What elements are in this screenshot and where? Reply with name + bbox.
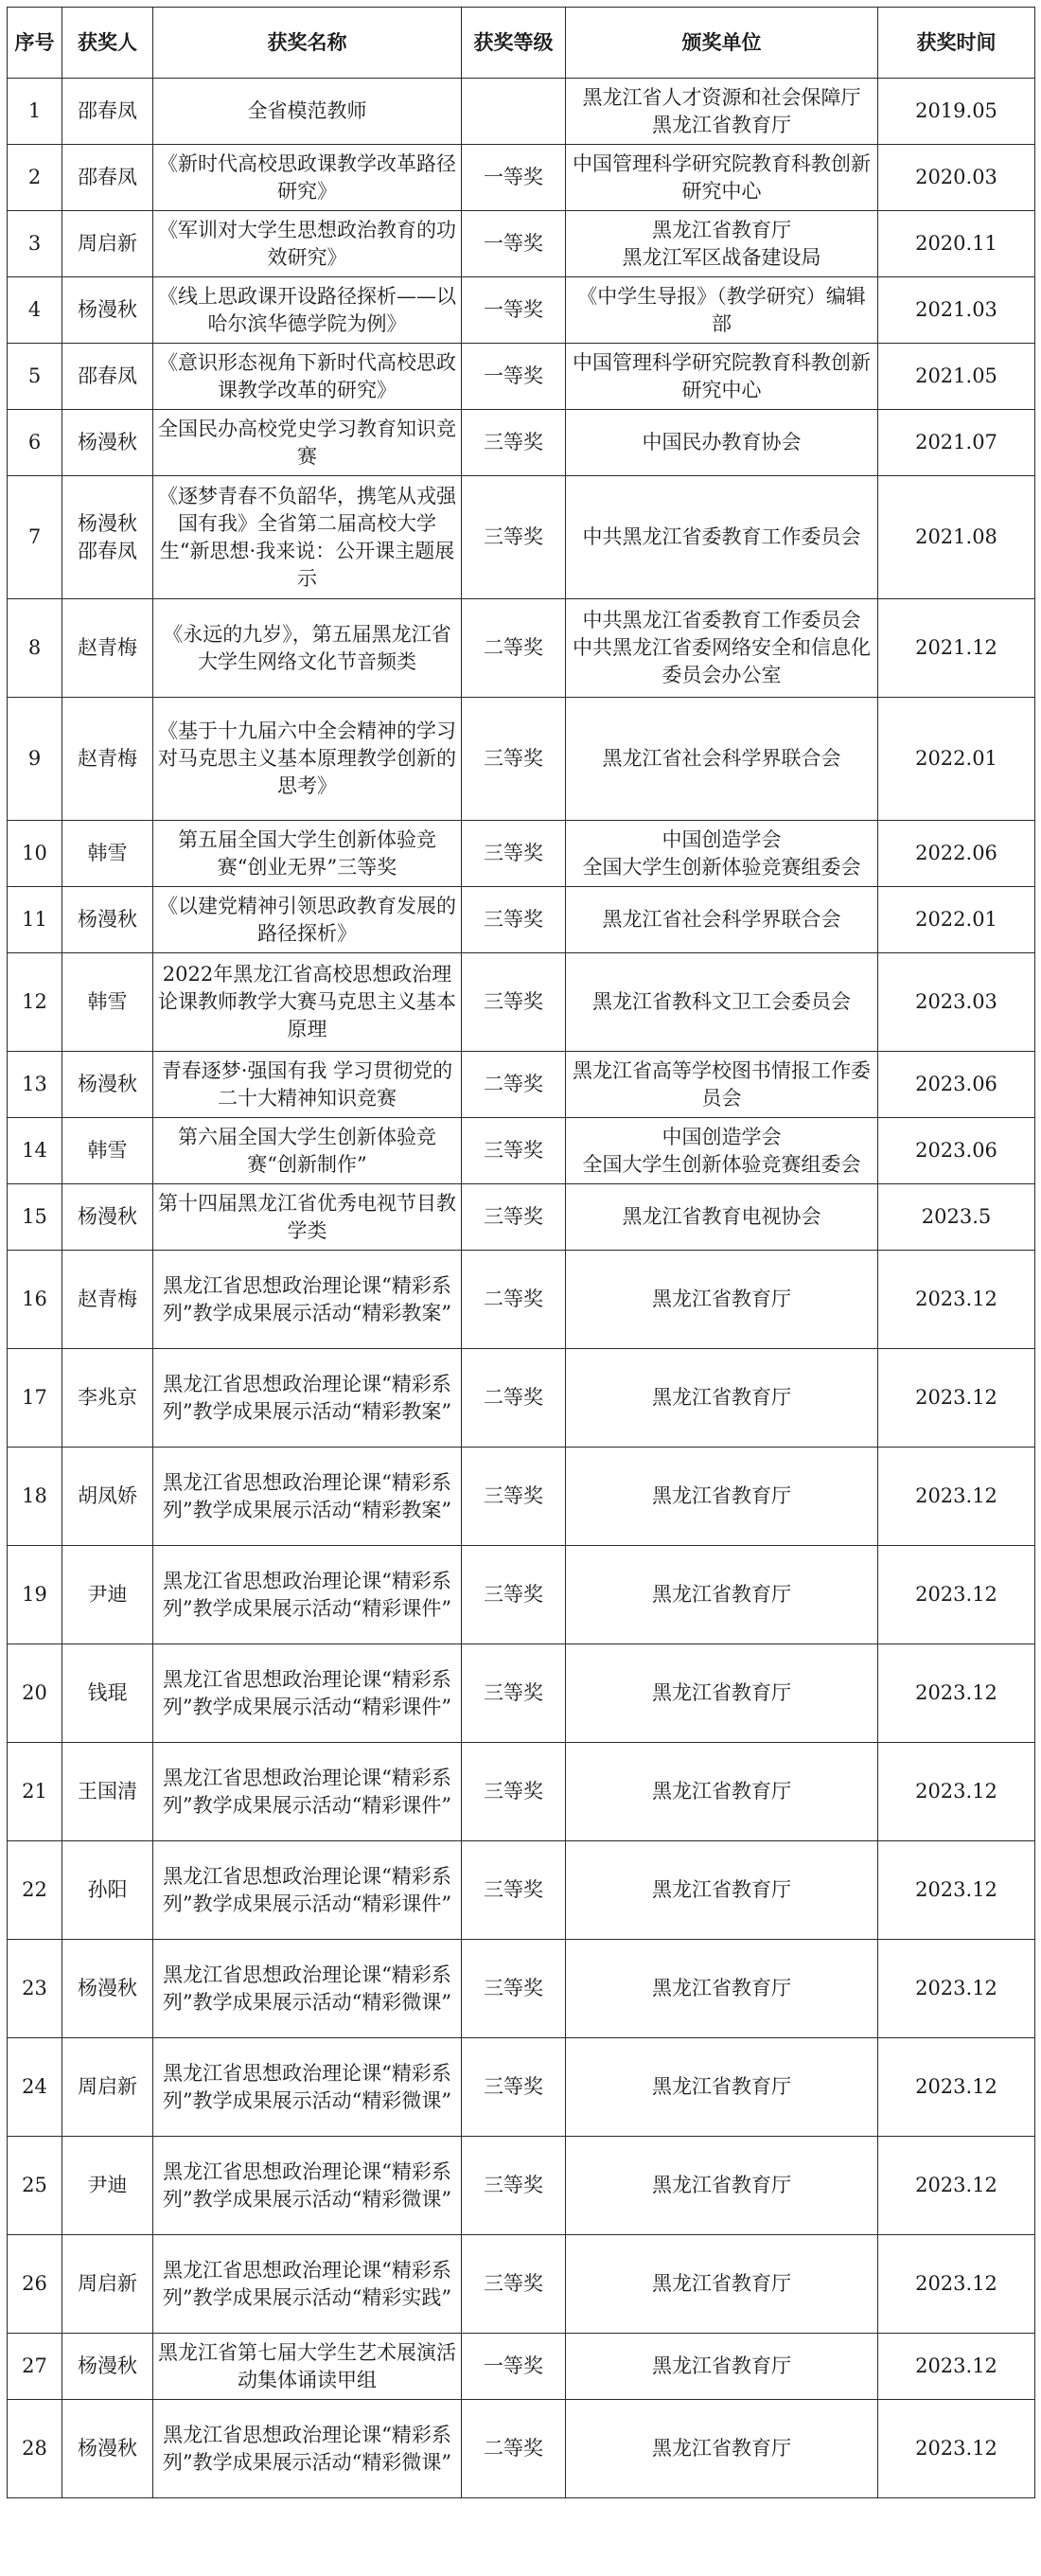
header-org: 颁奖单位 (566, 8, 878, 79)
table-row (8, 887, 1035, 953)
table-row (8, 344, 1035, 410)
row-winner: 邵春凤 (62, 145, 153, 211)
row-time: 2023.12 (878, 2400, 1035, 2498)
row-time: 2021.03 (878, 277, 1035, 344)
row-winner: 邵春凤 (62, 344, 153, 410)
row-award-name: 《军训对大学生思想政治教育的功效研究》 (153, 211, 462, 277)
row-level: 一等奖 (462, 145, 566, 211)
row-award-name: 第五届全国大学生创新体验竞赛“创业无界”三等奖 (153, 821, 462, 887)
row-time: 2022.01 (878, 887, 1035, 953)
table-row (8, 1940, 1035, 2038)
row-winner: 李兆京 (62, 1349, 153, 1448)
row-level: 三等奖 (462, 821, 566, 887)
row-award-name: 全省模范教师 (153, 79, 462, 145)
row-org: 黑龙江省人才资源和社会保障厅 黑龙江省教育厅 (566, 79, 878, 145)
row-index: 1 (8, 79, 62, 145)
row-org: 中国创造学会 全国大学生创新体验竞赛组委会 (566, 1118, 878, 1184)
row-index: 4 (8, 277, 62, 344)
header-index: 序号 (8, 8, 62, 79)
row-winner: 尹迪 (62, 2137, 153, 2235)
row-index: 28 (8, 2400, 62, 2498)
row-winner: 杨漫秋 (62, 277, 153, 344)
row-org: 黑龙江省教育厅 (566, 2137, 878, 2235)
row-time: 2021.07 (878, 410, 1035, 476)
row-level: 一等奖 (462, 344, 566, 410)
row-level: 二等奖 (462, 1349, 566, 1448)
table-row (8, 599, 1035, 698)
row-time: 2023.12 (878, 2137, 1035, 2235)
row-award-name: 《线上思政课开设路径探析——以哈尔滨华德学院为例》 (153, 277, 462, 344)
row-time: 2023.12 (878, 2334, 1035, 2400)
row-award-name: 黑龙江省思想政治理论课“精彩系列”教学成果展示活动“精彩课件” (153, 1743, 462, 1841)
row-index: 27 (8, 2334, 62, 2400)
row-winner: 周启新 (62, 2038, 153, 2137)
row-index: 26 (8, 2235, 62, 2334)
row-org: 黑龙江省教育厅 (566, 1546, 878, 1644)
table-row (8, 1118, 1035, 1184)
row-level: 三等奖 (462, 476, 566, 599)
table-row (8, 1546, 1035, 1644)
row-award-name: 黑龙江省思想政治理论课“精彩系列”教学成果展示活动“精彩课件” (153, 1644, 462, 1743)
row-level: 一等奖 (462, 2334, 566, 2400)
row-award-name: 黑龙江省思想政治理论课“精彩系列”教学成果展示活动“精彩课件” (153, 1546, 462, 1644)
row-award-name: 《逐梦青春不负韶华，携笔从戎强国有我》全省第二届高校大学生“新思想·我来说：公开课主题展示 (153, 476, 462, 599)
row-level: 三等奖 (462, 2038, 566, 2137)
table-row (8, 1743, 1035, 1841)
row-index: 24 (8, 2038, 62, 2137)
table-row (8, 79, 1035, 145)
row-org: 黑龙江省高等学校图书情报工作委员会 (566, 1052, 878, 1118)
row-level: 三等奖 (462, 1448, 566, 1546)
row-index: 16 (8, 1251, 62, 1349)
row-time: 2023.12 (878, 1743, 1035, 1841)
table-row (8, 1184, 1035, 1251)
row-time: 2023.03 (878, 953, 1035, 1052)
row-award-name: 2022年黑龙江省高校思想政治理论课教师教学大赛马克思主义基本原理 (153, 953, 462, 1052)
row-org: 黑龙江省教育厅 (566, 1841, 878, 1940)
row-level: 三等奖 (462, 1184, 566, 1251)
row-time: 2023.12 (878, 1546, 1035, 1644)
table-row (8, 953, 1035, 1052)
row-org: 黑龙江省教育厅 (566, 1349, 878, 1448)
row-org: 黑龙江省教育厅 黑龙江军区战备建设局 (566, 211, 878, 277)
row-org: 黑龙江省教科文卫工会委员会 (566, 953, 878, 1052)
row-award-name: 黑龙江省思想政治理论课“精彩系列”教学成果展示活动“精彩实践” (153, 2235, 462, 2334)
row-winner: 杨漫秋 (62, 2334, 153, 2400)
row-award-name: 《新时代高校思政课教学改革路径研究》 (153, 145, 462, 211)
row-level: 三等奖 (462, 953, 566, 1052)
row-winner: 杨漫秋 (62, 1052, 153, 1118)
row-winner: 杨漫秋 邵春凤 (62, 476, 153, 599)
row-index: 14 (8, 1118, 62, 1184)
row-time: 2023.12 (878, 1644, 1035, 1743)
table-row (8, 821, 1035, 887)
row-org: 中共黑龙江省委教育工作委员会 (566, 476, 878, 599)
row-org: 黑龙江省教育厅 (566, 1644, 878, 1743)
row-index: 3 (8, 211, 62, 277)
row-winner: 尹迪 (62, 1546, 153, 1644)
row-time: 2022.01 (878, 698, 1035, 821)
row-index: 19 (8, 1546, 62, 1644)
header-winner: 获奖人 (62, 8, 153, 79)
table-row (8, 2235, 1035, 2334)
awards-table (7, 7, 1035, 2498)
row-level: 二等奖 (462, 2400, 566, 2498)
header-level: 获奖等级 (462, 8, 566, 79)
row-winner: 赵青梅 (62, 698, 153, 821)
row-org: 黑龙江省教育厅 (566, 2038, 878, 2137)
row-index: 23 (8, 1940, 62, 2038)
row-time: 2021.05 (878, 344, 1035, 410)
row-index: 9 (8, 698, 62, 821)
row-index: 5 (8, 344, 62, 410)
row-level (462, 79, 566, 145)
row-time: 2021.08 (878, 476, 1035, 599)
row-winner: 周启新 (62, 2235, 153, 2334)
row-org: 黑龙江省教育厅 (566, 1251, 878, 1349)
row-winner: 杨漫秋 (62, 410, 153, 476)
row-winner: 韩雪 (62, 1118, 153, 1184)
row-winner: 王国清 (62, 1743, 153, 1841)
row-org: 黑龙江省教育厅 (566, 2400, 878, 2498)
table-row (8, 1644, 1035, 1743)
row-index: 17 (8, 1349, 62, 1448)
row-time: 2023.12 (878, 1841, 1035, 1940)
row-org: 黑龙江省教育厅 (566, 1940, 878, 2038)
row-index: 25 (8, 2137, 62, 2235)
row-level: 一等奖 (462, 277, 566, 344)
row-index: 7 (8, 476, 62, 599)
row-level: 二等奖 (462, 1251, 566, 1349)
row-org: 黑龙江省教育厅 (566, 1448, 878, 1546)
row-level: 三等奖 (462, 1841, 566, 1940)
table-row (8, 476, 1035, 599)
table-row (8, 1841, 1035, 1940)
table-row (8, 145, 1035, 211)
table-row (8, 2137, 1035, 2235)
row-level: 三等奖 (462, 1546, 566, 1644)
row-winner: 孙阳 (62, 1841, 153, 1940)
row-level: 三等奖 (462, 410, 566, 476)
row-award-name: 黑龙江省第七届大学生艺术展演活动集体诵读甲组 (153, 2334, 462, 2400)
row-winner: 胡凤娇 (62, 1448, 153, 1546)
row-award-name: 黑龙江省思想政治理论课“精彩系列”教学成果展示活动“精彩课件” (153, 1841, 462, 1940)
table-row (8, 1448, 1035, 1546)
row-award-name: 青春逐梦·强国有我 学习贯彻党的二十大精神知识竞赛 (153, 1052, 462, 1118)
row-org: 中国管理科学研究院教育科教创新研究中心 (566, 344, 878, 410)
row-award-name: 黑龙江省思想政治理论课“精彩系列”教学成果展示活动“精彩教案” (153, 1448, 462, 1546)
row-award-name: 黑龙江省思想政治理论课“精彩系列”教学成果展示活动“精彩微课” (153, 1940, 462, 2038)
row-award-name: 黑龙江省思想政治理论课“精彩系列”教学成果展示活动“精彩微课” (153, 2038, 462, 2137)
header-time: 获奖时间 (878, 8, 1035, 79)
row-level: 二等奖 (462, 599, 566, 698)
row-time: 2022.06 (878, 821, 1035, 887)
row-award-name: 第六届全国大学生创新体验竞赛“创新制作” (153, 1118, 462, 1184)
row-org: 黑龙江省社会科学界联合会 (566, 698, 878, 821)
row-org: 黑龙江省教育厅 (566, 2334, 878, 2400)
row-time: 2019.05 (878, 79, 1035, 145)
row-award-name: 《意识形态视角下新时代高校思政课教学改革的研究》 (153, 344, 462, 410)
row-index: 6 (8, 410, 62, 476)
row-award-name: 《永远的九岁》，第五届黑龙江省大学生网络文化节音频类 (153, 599, 462, 698)
row-index: 12 (8, 953, 62, 1052)
row-org: 黑龙江省教育厅 (566, 1743, 878, 1841)
header-award-name: 获奖名称 (153, 8, 462, 79)
row-time: 2023.12 (878, 1251, 1035, 1349)
row-org: 中国民办教育协会 (566, 410, 878, 476)
row-time: 2020.11 (878, 211, 1035, 277)
row-org: 黑龙江省教育电视协会 (566, 1184, 878, 1251)
row-time: 2023.5 (878, 1184, 1035, 1251)
table-header-row (8, 8, 1035, 79)
row-level: 一等奖 (462, 211, 566, 277)
row-winner: 韩雪 (62, 821, 153, 887)
row-level: 三等奖 (462, 2137, 566, 2235)
row-winner: 赵青梅 (62, 1251, 153, 1349)
row-org: 《中学生导报》（教学研究）编辑部 (566, 277, 878, 344)
row-index: 10 (8, 821, 62, 887)
row-award-name: 黑龙江省思想政治理论课“精彩系列”教学成果展示活动“精彩教案” (153, 1251, 462, 1349)
row-award-name: 黑龙江省思想政治理论课“精彩系列”教学成果展示活动“精彩微课” (153, 2400, 462, 2498)
row-time: 2023.12 (878, 1940, 1035, 2038)
table-row (8, 1052, 1035, 1118)
row-index: 13 (8, 1052, 62, 1118)
row-award-name: 第十四届黑龙江省优秀电视节目教学类 (153, 1184, 462, 1251)
row-winner: 周启新 (62, 211, 153, 277)
row-index: 8 (8, 599, 62, 698)
table-row (8, 2334, 1035, 2400)
table-row (8, 2400, 1035, 2498)
row-level: 三等奖 (462, 2235, 566, 2334)
table-row (8, 277, 1035, 344)
row-time: 2023.06 (878, 1118, 1035, 1184)
row-index: 2 (8, 145, 62, 211)
row-org: 黑龙江省社会科学界联合会 (566, 887, 878, 953)
row-time: 2023.06 (878, 1052, 1035, 1118)
row-award-name: 黑龙江省思想政治理论课“精彩系列”教学成果展示活动“精彩教案” (153, 1349, 462, 1448)
table-row (8, 698, 1035, 821)
row-index: 18 (8, 1448, 62, 1546)
row-time: 2023.12 (878, 2038, 1035, 2137)
row-award-name: 《以建党精神引领思政教育发展的路径探析》 (153, 887, 462, 953)
row-time: 2020.03 (878, 145, 1035, 211)
row-index: 20 (8, 1644, 62, 1743)
row-award-name: 《基于十九届六中全会精神的学习对马克思主义基本原理教学创新的思考》 (153, 698, 462, 821)
row-org: 黑龙江省教育厅 (566, 2235, 878, 2334)
row-winner: 韩雪 (62, 953, 153, 1052)
row-level: 三等奖 (462, 698, 566, 821)
table-row (8, 410, 1035, 476)
row-time: 2023.12 (878, 2235, 1035, 2334)
row-time: 2021.12 (878, 599, 1035, 698)
row-award-name: 全国民办高校党史学习教育知识竞赛 (153, 410, 462, 476)
row-org: 中共黑龙江省委教育工作委员会 中共黑龙江省委网络安全和信息化委员会办公室 (566, 599, 878, 698)
row-level: 三等奖 (462, 887, 566, 953)
row-winner: 杨漫秋 (62, 887, 153, 953)
row-index: 22 (8, 1841, 62, 1940)
row-level: 三等奖 (462, 1743, 566, 1841)
row-level: 二等奖 (462, 1052, 566, 1118)
row-winner: 杨漫秋 (62, 1940, 153, 2038)
table-row (8, 2038, 1035, 2137)
table-row (8, 1349, 1035, 1448)
table-row (8, 211, 1035, 277)
row-winner: 邵春凤 (62, 79, 153, 145)
row-level: 三等奖 (462, 1644, 566, 1743)
row-winner: 钱琨 (62, 1644, 153, 1743)
table-row (8, 1251, 1035, 1349)
row-winner: 杨漫秋 (62, 2400, 153, 2498)
row-time: 2023.12 (878, 1448, 1035, 1546)
row-award-name: 黑龙江省思想政治理论课“精彩系列”教学成果展示活动“精彩微课” (153, 2137, 462, 2235)
row-level: 三等奖 (462, 1940, 566, 2038)
row-time: 2023.12 (878, 1349, 1035, 1448)
row-index: 15 (8, 1184, 62, 1251)
row-org: 中国管理科学研究院教育科教创新研究中心 (566, 145, 878, 211)
row-org: 中国创造学会 全国大学生创新体验竞赛组委会 (566, 821, 878, 887)
row-winner: 杨漫秋 (62, 1184, 153, 1251)
row-index: 21 (8, 1743, 62, 1841)
row-level: 三等奖 (462, 1118, 566, 1184)
row-index: 11 (8, 887, 62, 953)
row-winner: 赵青梅 (62, 599, 153, 698)
